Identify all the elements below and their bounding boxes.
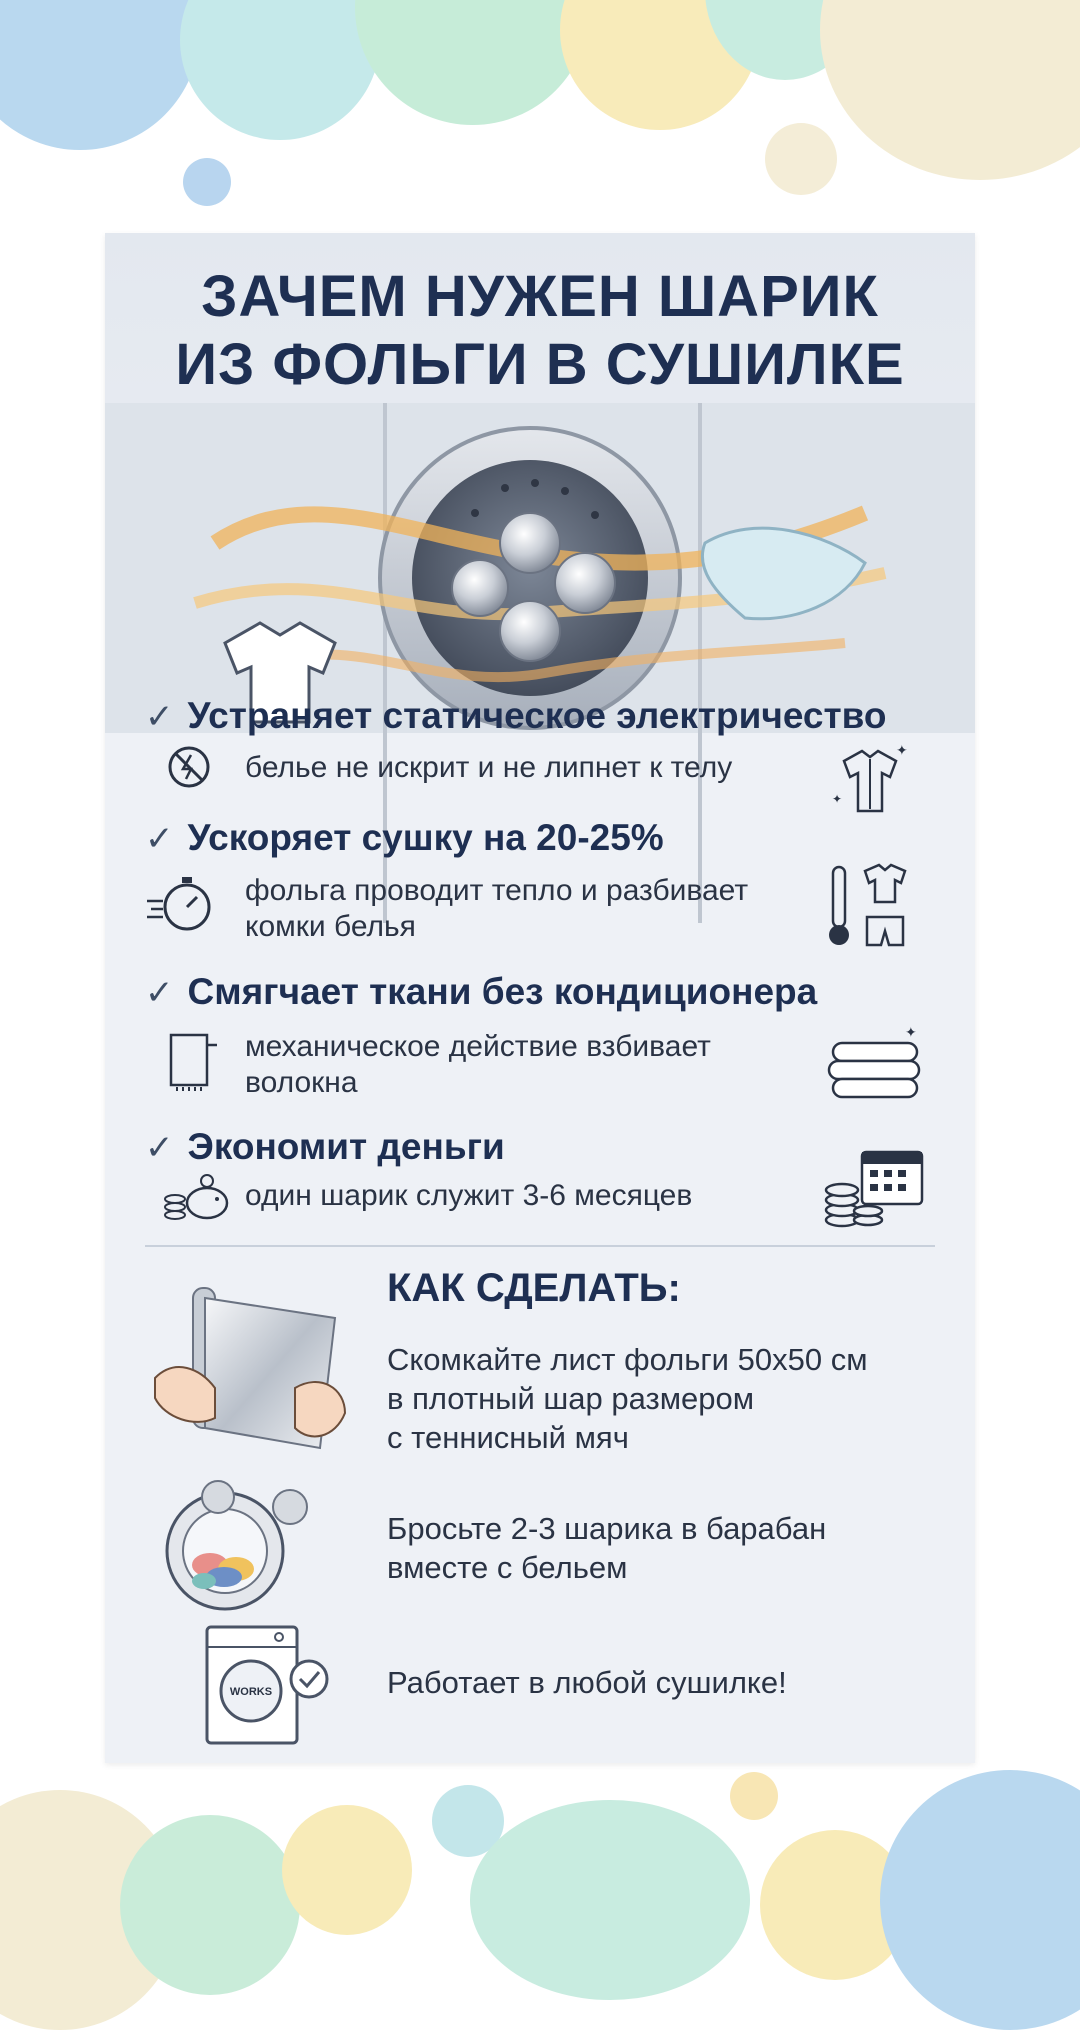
step-2-line-2: вместе с бельем (387, 1550, 628, 1585)
step-3-line-1: Работает в любой сушилке! (387, 1665, 787, 1700)
check-icon: ✓ (145, 820, 174, 858)
towel-icon (167, 1031, 219, 1093)
decor-bubble (820, 0, 1080, 180)
check-icon: ✓ (145, 974, 174, 1012)
benefit-4-line-1: один шарик служит 3-6 месяцев (245, 1179, 693, 1212)
decor-bubble (880, 1770, 1080, 2030)
decor-bubble (730, 1772, 778, 1820)
drum-balls-icon (150, 1473, 340, 1613)
decor-bubble (765, 123, 837, 195)
step-1-line-3: с теннисный мяч (387, 1420, 629, 1455)
step-1-line-1: Скомкайте лист фольги 50x50 см (387, 1342, 868, 1377)
decor-bubble (183, 158, 231, 206)
benefit-4-heading: ✓ Экономит деньги (145, 1126, 505, 1167)
benefit-2-line-1: фольга проводит тепло и разбивает (245, 874, 749, 907)
benefit-1-heading: ✓ Устраняет статическое электричество (145, 695, 887, 736)
svg-text:✦: ✦ (905, 1025, 917, 1041)
step-2-line-1: Бросьте 2-3 шарика в барабан (387, 1511, 827, 1546)
howto-title: КАК СДЕЛАТЬ: (387, 1266, 681, 1310)
works-badge: WORKS (229, 1686, 273, 1698)
step-1-line-2: в плотный шар размером (387, 1381, 755, 1416)
decor-bubble (0, 0, 200, 150)
benefit-3-heading: ✓ Смягчает ткани без кондиционера (145, 971, 818, 1012)
divider (145, 1245, 935, 1247)
sparkling-shirt-icon (830, 743, 910, 821)
benefit-2-line-2: комки белья (245, 910, 416, 943)
title-line-2: ИЗ ФОЛЬГИ В СУШИЛКЕ (175, 332, 905, 397)
benefit-3-line-2: волокна (245, 1066, 358, 1099)
benefit-1-line-1: белье не искрит и не липнет к телу (245, 751, 733, 784)
decor-bubble (120, 1815, 300, 1995)
decor-bubble (470, 1800, 750, 2000)
decor-bubble (180, 0, 380, 140)
stopwatch-icon (145, 873, 215, 935)
svg-text:✦: ✦ (832, 792, 843, 806)
no-static-icon (167, 745, 211, 789)
coins-calendar-icon (822, 1140, 926, 1230)
benefit-2-heading: ✓ Ускоряет сушку на 20-25% (145, 817, 664, 858)
check-icon: ✓ (145, 1129, 174, 1167)
piggy-bank-icon (163, 1171, 233, 1225)
check-icon: ✓ (145, 698, 174, 736)
title-line-1: ЗАЧЕМ НУЖЕН ШАРИК (201, 264, 879, 329)
decor-bubble (282, 1805, 412, 1935)
folded-towels-icon (825, 1023, 925, 1103)
svg-text:✦: ✦ (896, 743, 908, 759)
dryer-works-icon (203, 1623, 333, 1753)
hands-foil-icon (145, 1278, 355, 1458)
decor-bubble (355, 0, 590, 125)
thermometer-clothes-icon (827, 861, 919, 953)
infographic-card (105, 233, 975, 1763)
benefit-3-line-1: механическое действие взбивает (245, 1030, 711, 1063)
